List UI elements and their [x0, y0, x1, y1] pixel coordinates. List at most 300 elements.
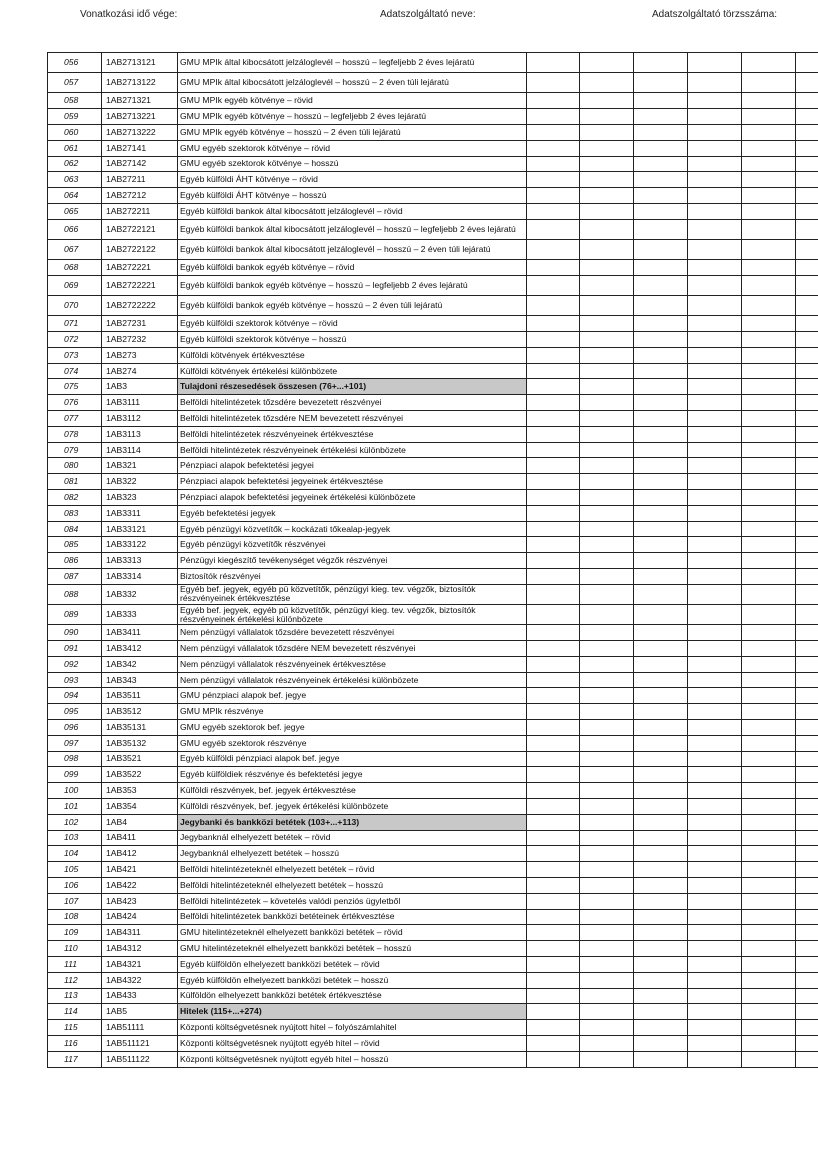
value-cell[interactable] — [796, 474, 818, 490]
value-cell[interactable] — [527, 93, 580, 109]
value-cell[interactable] — [527, 275, 580, 295]
value-cell[interactable] — [742, 672, 796, 688]
value-cell[interactable] — [796, 656, 818, 672]
value-cell[interactable] — [634, 296, 688, 316]
value-cell[interactable] — [527, 505, 580, 521]
value-cell[interactable] — [742, 93, 796, 109]
value-cell[interactable] — [742, 605, 796, 625]
value-cell[interactable] — [796, 641, 818, 657]
value-cell[interactable] — [527, 569, 580, 585]
value-cell[interactable] — [796, 124, 818, 140]
value-cell[interactable] — [796, 347, 818, 363]
value-cell[interactable] — [688, 893, 742, 909]
value-cell[interactable] — [688, 688, 742, 704]
value-cell[interactable] — [634, 656, 688, 672]
value-cell[interactable] — [580, 846, 634, 862]
value-cell[interactable] — [634, 188, 688, 204]
value-cell[interactable] — [796, 296, 818, 316]
value-cell[interactable] — [580, 219, 634, 239]
value-cell[interactable] — [742, 1035, 796, 1051]
value-cell[interactable] — [580, 363, 634, 379]
value-cell[interactable] — [688, 316, 742, 332]
value-cell[interactable] — [688, 219, 742, 239]
value-cell[interactable] — [742, 474, 796, 490]
value-cell[interactable] — [580, 751, 634, 767]
value-cell[interactable] — [796, 140, 818, 156]
value-cell[interactable] — [742, 972, 796, 988]
value-cell[interactable] — [688, 124, 742, 140]
value-cell[interactable] — [796, 846, 818, 862]
value-cell[interactable] — [634, 505, 688, 521]
value-cell[interactable] — [634, 1035, 688, 1051]
value-cell[interactable] — [688, 363, 742, 379]
value-cell[interactable] — [742, 109, 796, 125]
value-cell[interactable] — [580, 275, 634, 295]
value-cell[interactable] — [688, 584, 742, 604]
value-cell[interactable] — [634, 783, 688, 799]
value-cell[interactable] — [742, 239, 796, 259]
value-cell[interactable] — [742, 426, 796, 442]
value-cell[interactable] — [580, 537, 634, 553]
value-cell[interactable] — [580, 521, 634, 537]
value-cell[interactable] — [796, 814, 818, 830]
value-cell[interactable] — [634, 140, 688, 156]
value-cell[interactable] — [634, 260, 688, 276]
value-cell[interactable] — [580, 490, 634, 506]
value-cell[interactable] — [688, 109, 742, 125]
value-cell[interactable] — [527, 1020, 580, 1036]
value-cell[interactable] — [580, 605, 634, 625]
value-cell[interactable] — [580, 893, 634, 909]
value-cell[interactable] — [527, 735, 580, 751]
value-cell[interactable] — [580, 672, 634, 688]
value-cell[interactable] — [634, 474, 688, 490]
value-cell[interactable] — [634, 156, 688, 172]
value-cell[interactable] — [742, 751, 796, 767]
value-cell[interactable] — [634, 332, 688, 348]
value-cell[interactable] — [688, 521, 742, 537]
value-cell[interactable] — [796, 53, 818, 73]
value-cell[interactable] — [688, 956, 742, 972]
value-cell[interactable] — [580, 1051, 634, 1067]
value-cell[interactable] — [580, 260, 634, 276]
value-cell[interactable] — [796, 830, 818, 846]
value-cell[interactable] — [527, 862, 580, 878]
value-cell[interactable] — [634, 1020, 688, 1036]
value-cell[interactable] — [634, 316, 688, 332]
value-cell[interactable] — [527, 53, 580, 73]
value-cell[interactable] — [742, 411, 796, 427]
value-cell[interactable] — [796, 862, 818, 878]
value-cell[interactable] — [527, 909, 580, 925]
value-cell[interactable] — [796, 275, 818, 295]
value-cell[interactable] — [796, 783, 818, 799]
value-cell[interactable] — [742, 124, 796, 140]
value-cell[interactable] — [796, 73, 818, 93]
value-cell[interactable] — [634, 688, 688, 704]
value-cell[interactable] — [688, 972, 742, 988]
value-cell[interactable] — [796, 584, 818, 604]
value-cell[interactable] — [796, 109, 818, 125]
value-cell[interactable] — [580, 584, 634, 604]
value-cell[interactable] — [580, 783, 634, 799]
value-cell[interactable] — [580, 814, 634, 830]
value-cell[interactable] — [742, 363, 796, 379]
value-cell[interactable] — [634, 347, 688, 363]
value-cell[interactable] — [796, 972, 818, 988]
value-cell[interactable] — [527, 140, 580, 156]
value-cell[interactable] — [527, 672, 580, 688]
value-cell[interactable] — [527, 893, 580, 909]
value-cell[interactable] — [580, 296, 634, 316]
value-cell[interactable] — [527, 521, 580, 537]
value-cell[interactable] — [742, 893, 796, 909]
value-cell[interactable] — [634, 893, 688, 909]
value-cell[interactable] — [580, 1020, 634, 1036]
value-cell[interactable] — [527, 363, 580, 379]
value-cell[interactable] — [527, 846, 580, 862]
value-cell[interactable] — [688, 720, 742, 736]
value-cell[interactable] — [742, 584, 796, 604]
value-cell[interactable] — [580, 720, 634, 736]
value-cell[interactable] — [742, 798, 796, 814]
value-cell[interactable] — [527, 783, 580, 799]
value-cell[interactable] — [796, 569, 818, 585]
value-cell[interactable] — [580, 704, 634, 720]
value-cell[interactable] — [742, 219, 796, 239]
value-cell[interactable] — [527, 656, 580, 672]
value-cell[interactable] — [527, 474, 580, 490]
value-cell[interactable] — [688, 704, 742, 720]
value-cell[interactable] — [742, 956, 796, 972]
value-cell[interactable] — [742, 625, 796, 641]
value-cell[interactable] — [688, 751, 742, 767]
value-cell[interactable] — [688, 605, 742, 625]
value-cell[interactable] — [580, 767, 634, 783]
value-cell[interactable] — [796, 260, 818, 276]
value-cell[interactable] — [527, 830, 580, 846]
value-cell[interactable] — [796, 625, 818, 641]
value-cell[interactable] — [527, 751, 580, 767]
value-cell[interactable] — [742, 140, 796, 156]
value-cell[interactable] — [688, 798, 742, 814]
value-cell[interactable] — [634, 553, 688, 569]
value-cell[interactable] — [742, 814, 796, 830]
value-cell[interactable] — [634, 219, 688, 239]
value-cell[interactable] — [742, 260, 796, 276]
value-cell[interactable] — [580, 988, 634, 1004]
value-cell[interactable] — [634, 720, 688, 736]
value-cell[interactable] — [634, 239, 688, 259]
value-cell[interactable] — [634, 672, 688, 688]
value-cell[interactable] — [580, 956, 634, 972]
value-cell[interactable] — [796, 1004, 818, 1020]
value-cell[interactable] — [580, 458, 634, 474]
value-cell[interactable] — [527, 296, 580, 316]
value-cell[interactable] — [688, 73, 742, 93]
value-cell[interactable] — [580, 656, 634, 672]
value-cell[interactable] — [796, 925, 818, 941]
value-cell[interactable] — [688, 395, 742, 411]
value-cell[interactable] — [634, 846, 688, 862]
value-cell[interactable] — [688, 275, 742, 295]
value-cell[interactable] — [796, 505, 818, 521]
value-cell[interactable] — [688, 1020, 742, 1036]
value-cell[interactable] — [688, 783, 742, 799]
value-cell[interactable] — [580, 73, 634, 93]
value-cell[interactable] — [580, 188, 634, 204]
value-cell[interactable] — [688, 426, 742, 442]
value-cell[interactable] — [634, 830, 688, 846]
value-cell[interactable] — [796, 426, 818, 442]
value-cell[interactable] — [527, 605, 580, 625]
value-cell[interactable] — [796, 704, 818, 720]
value-cell[interactable] — [634, 735, 688, 751]
value-cell[interactable] — [634, 605, 688, 625]
value-cell[interactable] — [796, 203, 818, 219]
value-cell[interactable] — [796, 988, 818, 1004]
value-cell[interactable] — [688, 672, 742, 688]
value-cell[interactable] — [742, 537, 796, 553]
value-cell[interactable] — [527, 641, 580, 657]
value-cell[interactable] — [796, 332, 818, 348]
value-cell[interactable] — [742, 704, 796, 720]
value-cell[interactable] — [742, 656, 796, 672]
value-cell[interactable] — [688, 1035, 742, 1051]
value-cell[interactable] — [688, 474, 742, 490]
value-cell[interactable] — [742, 379, 796, 395]
value-cell[interactable] — [742, 172, 796, 188]
value-cell[interactable] — [688, 296, 742, 316]
value-cell[interactable] — [527, 442, 580, 458]
value-cell[interactable] — [796, 172, 818, 188]
value-cell[interactable] — [742, 395, 796, 411]
value-cell[interactable] — [742, 347, 796, 363]
value-cell[interactable] — [580, 909, 634, 925]
value-cell[interactable] — [527, 688, 580, 704]
value-cell[interactable] — [688, 988, 742, 1004]
value-cell[interactable] — [796, 537, 818, 553]
value-cell[interactable] — [634, 909, 688, 925]
value-cell[interactable] — [527, 814, 580, 830]
value-cell[interactable] — [634, 53, 688, 73]
value-cell[interactable] — [580, 442, 634, 458]
value-cell[interactable] — [634, 1051, 688, 1067]
value-cell[interactable] — [634, 203, 688, 219]
value-cell[interactable] — [527, 332, 580, 348]
value-cell[interactable] — [688, 188, 742, 204]
value-cell[interactable] — [742, 720, 796, 736]
value-cell[interactable] — [688, 458, 742, 474]
value-cell[interactable] — [742, 735, 796, 751]
value-cell[interactable] — [527, 395, 580, 411]
value-cell[interactable] — [527, 109, 580, 125]
value-cell[interactable] — [688, 203, 742, 219]
value-cell[interactable] — [796, 458, 818, 474]
value-cell[interactable] — [527, 156, 580, 172]
value-cell[interactable] — [527, 972, 580, 988]
value-cell[interactable] — [634, 490, 688, 506]
value-cell[interactable] — [796, 553, 818, 569]
value-cell[interactable] — [796, 720, 818, 736]
value-cell[interactable] — [688, 505, 742, 521]
value-cell[interactable] — [688, 332, 742, 348]
value-cell[interactable] — [742, 490, 796, 506]
value-cell[interactable] — [527, 458, 580, 474]
value-cell[interactable] — [742, 877, 796, 893]
value-cell[interactable] — [634, 798, 688, 814]
value-cell[interactable] — [634, 704, 688, 720]
value-cell[interactable] — [688, 767, 742, 783]
value-cell[interactable] — [688, 537, 742, 553]
value-cell[interactable] — [527, 1004, 580, 1020]
value-cell[interactable] — [580, 53, 634, 73]
value-cell[interactable] — [527, 239, 580, 259]
value-cell[interactable] — [796, 188, 818, 204]
value-cell[interactable] — [527, 1035, 580, 1051]
value-cell[interactable] — [742, 862, 796, 878]
value-cell[interactable] — [796, 688, 818, 704]
value-cell[interactable] — [527, 379, 580, 395]
value-cell[interactable] — [580, 426, 634, 442]
value-cell[interactable] — [796, 941, 818, 957]
value-cell[interactable] — [580, 395, 634, 411]
value-cell[interactable] — [742, 1004, 796, 1020]
value-cell[interactable] — [527, 426, 580, 442]
value-cell[interactable] — [527, 584, 580, 604]
value-cell[interactable] — [580, 641, 634, 657]
value-cell[interactable] — [742, 846, 796, 862]
value-cell[interactable] — [634, 941, 688, 957]
value-cell[interactable] — [634, 956, 688, 972]
value-cell[interactable] — [688, 156, 742, 172]
value-cell[interactable] — [688, 1051, 742, 1067]
value-cell[interactable] — [688, 93, 742, 109]
value-cell[interactable] — [742, 203, 796, 219]
value-cell[interactable] — [580, 925, 634, 941]
value-cell[interactable] — [580, 862, 634, 878]
value-cell[interactable] — [742, 988, 796, 1004]
value-cell[interactable] — [688, 379, 742, 395]
value-cell[interactable] — [688, 553, 742, 569]
value-cell[interactable] — [527, 798, 580, 814]
value-cell[interactable] — [580, 332, 634, 348]
value-cell[interactable] — [634, 1004, 688, 1020]
value-cell[interactable] — [580, 941, 634, 957]
value-cell[interactable] — [634, 925, 688, 941]
value-cell[interactable] — [527, 767, 580, 783]
value-cell[interactable] — [580, 569, 634, 585]
value-cell[interactable] — [580, 735, 634, 751]
value-cell[interactable] — [634, 363, 688, 379]
value-cell[interactable] — [688, 656, 742, 672]
value-cell[interactable] — [634, 584, 688, 604]
value-cell[interactable] — [688, 490, 742, 506]
value-cell[interactable] — [580, 140, 634, 156]
value-cell[interactable] — [634, 569, 688, 585]
value-cell[interactable] — [634, 877, 688, 893]
value-cell[interactable] — [742, 316, 796, 332]
value-cell[interactable] — [580, 688, 634, 704]
value-cell[interactable] — [634, 641, 688, 657]
value-cell[interactable] — [742, 275, 796, 295]
value-cell[interactable] — [796, 316, 818, 332]
value-cell[interactable] — [634, 972, 688, 988]
value-cell[interactable] — [634, 988, 688, 1004]
value-cell[interactable] — [634, 625, 688, 641]
value-cell[interactable] — [580, 411, 634, 427]
value-cell[interactable] — [742, 458, 796, 474]
value-cell[interactable] — [580, 972, 634, 988]
value-cell[interactable] — [742, 909, 796, 925]
value-cell[interactable] — [796, 605, 818, 625]
value-cell[interactable] — [742, 767, 796, 783]
value-cell[interactable] — [580, 877, 634, 893]
value-cell[interactable] — [634, 93, 688, 109]
value-cell[interactable] — [742, 641, 796, 657]
value-cell[interactable] — [527, 260, 580, 276]
value-cell[interactable] — [527, 988, 580, 1004]
value-cell[interactable] — [796, 239, 818, 259]
value-cell[interactable] — [796, 1051, 818, 1067]
value-cell[interactable] — [634, 767, 688, 783]
value-cell[interactable] — [688, 862, 742, 878]
value-cell[interactable] — [796, 521, 818, 537]
value-cell[interactable] — [742, 521, 796, 537]
value-cell[interactable] — [688, 1004, 742, 1020]
value-cell[interactable] — [742, 73, 796, 93]
value-cell[interactable] — [796, 411, 818, 427]
value-cell[interactable] — [688, 941, 742, 957]
value-cell[interactable] — [688, 909, 742, 925]
value-cell[interactable] — [634, 442, 688, 458]
value-cell[interactable] — [580, 625, 634, 641]
value-cell[interactable] — [688, 140, 742, 156]
value-cell[interactable] — [742, 553, 796, 569]
value-cell[interactable] — [742, 156, 796, 172]
value-cell[interactable] — [580, 474, 634, 490]
value-cell[interactable] — [634, 73, 688, 93]
value-cell[interactable] — [580, 203, 634, 219]
value-cell[interactable] — [580, 1035, 634, 1051]
value-cell[interactable] — [796, 490, 818, 506]
value-cell[interactable] — [688, 411, 742, 427]
value-cell[interactable] — [527, 316, 580, 332]
value-cell[interactable] — [580, 156, 634, 172]
value-cell[interactable] — [688, 846, 742, 862]
value-cell[interactable] — [742, 569, 796, 585]
value-cell[interactable] — [688, 260, 742, 276]
value-cell[interactable] — [580, 1004, 634, 1020]
value-cell[interactable] — [796, 442, 818, 458]
value-cell[interactable] — [688, 239, 742, 259]
value-cell[interactable] — [580, 124, 634, 140]
value-cell[interactable] — [688, 641, 742, 657]
value-cell[interactable] — [527, 219, 580, 239]
value-cell[interactable] — [742, 941, 796, 957]
value-cell[interactable] — [796, 893, 818, 909]
value-cell[interactable] — [527, 537, 580, 553]
value-cell[interactable] — [742, 688, 796, 704]
value-cell[interactable] — [527, 347, 580, 363]
value-cell[interactable] — [580, 109, 634, 125]
value-cell[interactable] — [634, 521, 688, 537]
value-cell[interactable] — [634, 751, 688, 767]
value-cell[interactable] — [527, 188, 580, 204]
value-cell[interactable] — [688, 925, 742, 941]
value-cell[interactable] — [796, 219, 818, 239]
value-cell[interactable] — [688, 877, 742, 893]
